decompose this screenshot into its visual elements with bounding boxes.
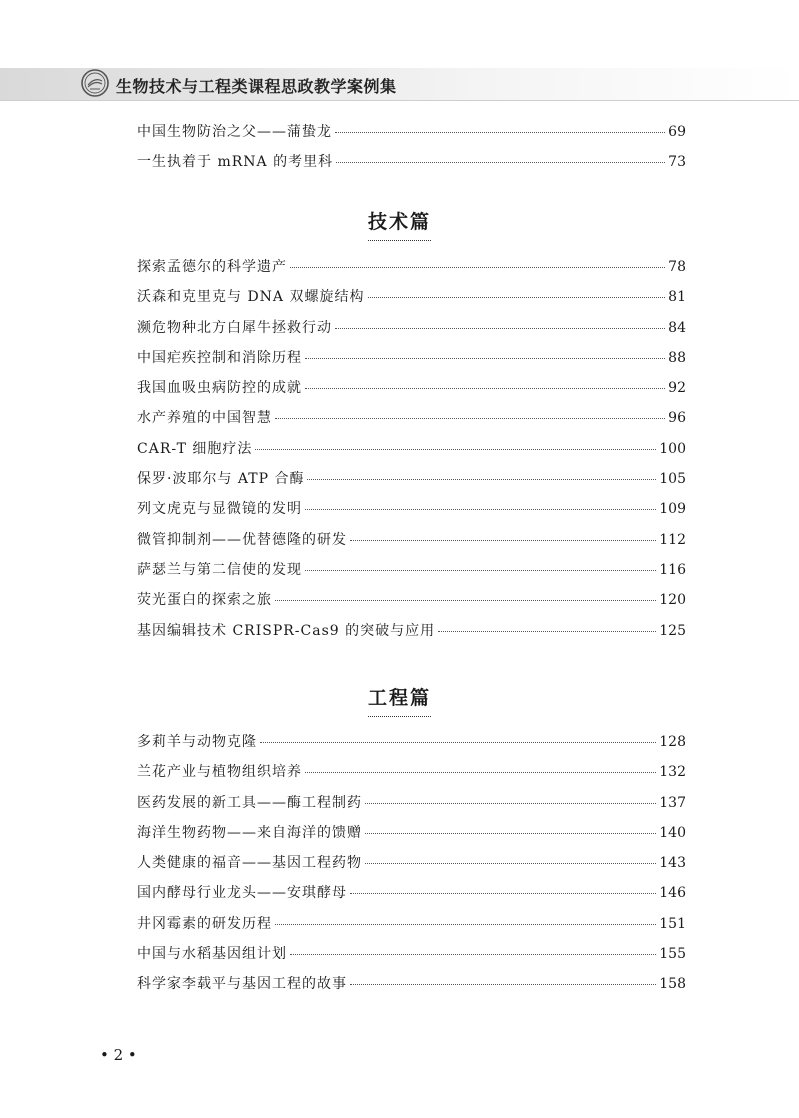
toc-entry-title: 中国生物防治之父——蒲蛰龙 [137,124,332,140]
toc-entry[interactable] [137,407,686,437]
toc-entry-page: 151 [659,915,686,932]
toc-entry-title: 海洋生物药物——来自海洋的馈赠 [137,824,362,841]
page-number: • 2 • [100,1046,137,1064]
toc-entry[interactable] [137,498,686,528]
toc-entry-title: 濒危物种北方白犀牛拯救行动 [137,319,332,336]
toc-technology-list [137,256,686,650]
toc-entry-title: 国内酵母行业龙头——安琪酵母 [137,885,347,902]
toc-entry[interactable] [137,151,686,181]
toc-leader-dots [335,132,665,133]
toc-entry-title: 医药发展的新工具——酶工程制药 [137,794,362,811]
toc-entry-page: 109 [659,501,686,518]
toc-leader-dots [305,772,656,773]
running-header-title: 生物技术与工程类课程思政教学案例集 [116,77,397,96]
toc-entry[interactable] [137,438,686,468]
toc-leader-dots [260,742,656,743]
toc-engineering-list [137,731,686,1004]
toc-entry-page: 155 [659,946,686,963]
toc-entry[interactable] [137,761,686,791]
toc-entry[interactable] [137,973,686,1003]
toc-entry[interactable] [137,620,686,650]
toc-leader-dots [305,570,656,571]
toc-entry-page: 128 [659,734,686,750]
toc-entry-page: 137 [659,794,686,811]
toc-entry-title: 探索孟德尔的科学遗产 [137,259,287,275]
section-heading-engineering [0,683,799,717]
toc-leader-dots [335,328,665,329]
toc-entry-page: 132 [659,764,686,781]
toc-entry[interactable] [137,559,686,589]
toc-leader-dots [350,540,656,541]
toc-entry-page: 81 [668,289,686,306]
toc-entry[interactable] [137,731,686,761]
toc-leader-dots [305,358,665,359]
toc-entry-page: 84 [668,319,686,336]
toc-entry-title: 我国血吸虫病防控的成就 [137,380,302,397]
toc-entry-title: 水产养殖的中国智慧 [137,410,272,427]
toc-entry-page: 78 [668,259,686,275]
section-heading-text: 技术篇 [368,207,431,241]
toc-leader-dots [365,833,656,834]
toc-entry[interactable] [137,943,686,973]
toc-entry-page: 73 [668,154,686,171]
toc-leader-dots [365,863,656,864]
toc-entry[interactable] [137,852,686,882]
toc-entry[interactable] [137,792,686,822]
book-logo-icon [80,68,110,98]
toc-entry-page: 143 [659,855,686,872]
toc-entry-title: 井冈霉素的研发历程 [137,915,272,932]
toc-entry[interactable] [137,121,686,151]
toc-entry-page: 96 [668,410,686,427]
toc-entry-title: 一生执着于 mRNA 的考里科 [137,154,334,171]
toc-entry-title: 科学家李载平与基因工程的故事 [137,976,347,993]
toc-entry-page: 146 [659,885,686,902]
toc-entry-page: 158 [659,976,686,993]
toc-entry-page: 100 [659,440,686,457]
toc-entry[interactable] [137,317,686,347]
toc-entry[interactable] [137,589,686,619]
toc-leader-dots [305,509,656,510]
toc-entry-title: 人类健康的福音——基因工程药物 [137,855,362,872]
toc-entry-title: 沃森和克里克与 DNA 双螺旋结构 [137,289,365,306]
toc-entry-title: 保罗·波耶尔与 ATP 合酶 [137,471,305,488]
toc-entry-title: 兰花产业与植物组织培养 [137,764,302,781]
toc-entry-title: 萨瑟兰与第二信使的发现 [137,561,302,578]
section-heading-technology [0,207,799,241]
toc-leader-dots [290,954,656,955]
toc-leader-dots [350,893,656,894]
section-heading-text: 工程篇 [368,683,431,717]
toc-entry-page: 116 [659,561,686,578]
toc-leader-dots [275,418,665,419]
toc-leader-dots [305,388,665,389]
toc-entry-page: 92 [668,380,686,397]
toc-entry-title: 基因编辑技术 CRISPR-Cas9 的突破与应用 [137,622,436,639]
toc-entry-page: 105 [659,471,686,488]
toc-intro-list [137,121,686,182]
toc-entry-page: 120 [659,592,686,609]
toc-entry-page: 112 [659,531,686,548]
header-rule [0,100,799,101]
toc-entry[interactable] [137,468,686,498]
toc-entry[interactable] [137,822,686,852]
toc-leader-dots [255,449,656,450]
toc-leader-dots [365,803,656,804]
toc-entry[interactable] [137,882,686,912]
toc-entry-title: 中国疟疾控制和消除历程 [137,349,302,366]
toc-leader-dots [290,267,665,268]
toc-entry[interactable] [137,377,686,407]
toc-leader-dots [275,600,656,601]
toc-entry-page: 140 [659,824,686,841]
toc-entry-page: 69 [668,124,686,140]
toc-leader-dots [368,297,666,298]
toc-entry-title: 微管抑制剂——优替德隆的研发 [137,531,347,548]
toc-entry-title: 多莉羊与动物克隆 [137,734,257,750]
toc-leader-dots [275,924,656,925]
toc-entry[interactable] [137,256,686,286]
toc-entry-title: CAR-T 细胞疗法 [137,440,253,457]
toc-entry-title: 列文虎克与显微镜的发明 [137,501,302,518]
toc-entry-title: 中国与水稻基因组计划 [137,946,287,963]
toc-entry[interactable] [137,347,686,377]
toc-entry-page: 125 [659,622,686,639]
toc-leader-dots [438,631,656,632]
toc-leader-dots [307,479,656,480]
toc-entry-title: 荧光蛋白的探索之旅 [137,592,272,609]
toc-leader-dots [350,984,656,985]
toc-entry-page: 88 [668,349,686,366]
toc-leader-dots [336,162,665,163]
toc-entry[interactable] [137,913,686,943]
toc-entry[interactable] [137,529,686,559]
toc-entry[interactable] [137,286,686,316]
